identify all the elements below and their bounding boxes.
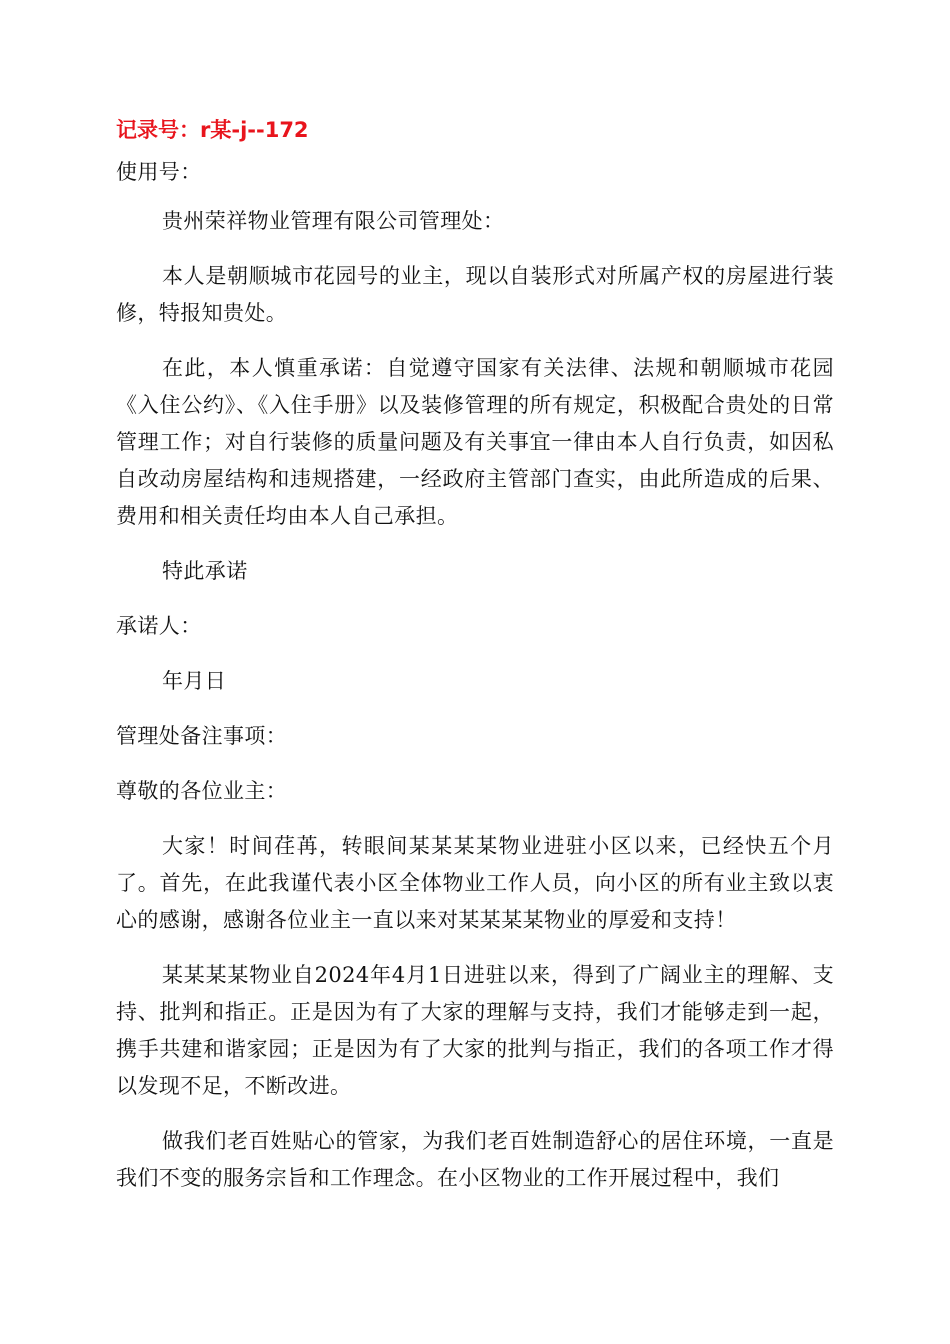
greeting: 尊敬的各位业主： [116,779,288,803]
remarks-label: 管理处备注事项： [116,724,288,748]
date-label: 年月日 [162,669,227,693]
paragraph-self-renovation: 本人是朝顺城市花园号的业主，现以自装形式对所属产权的房屋进行装修，特报知贵处。 [116,264,834,325]
paragraph-history: 某某某某物业自2024年4月1日进驻以来，得到了广阔业主的理解、支持、批判和指正。正是因为有了大家的理解与支持，我们才能够走到一起，携手共建和谐家园；正是因为有了大家的批判与指正，我们的各项工作才得以发现不足，不断改进。 [116,963,834,1098]
usage-number: 使用号： [116,160,202,184]
addressee: 贵州荣祥物业管理有限公司管理处： [162,209,505,233]
paragraph-service-philosophy: 做我们老百姓贴心的管家，为我们老百姓制造舒心的居住环境，一直是我们不变的服务宗旨和工作理念。在小区物业的工作开展过程中，我们 [116,1129,834,1190]
paragraph-thanks: 大家！时间荏苒，转眼间某某某某物业进驻小区以来，已经快五个月了。首先，在此我谨代表小区全体物业工作人员，向小区的所有业主致以衷心的感谢，感谢各位业主一直以来对某某某某物业的厚爱和支持！ [116,834,834,932]
document-page [116,112,834,1215]
closing-phrase: 特此承诺 [162,559,248,583]
promisor-label: 承诺人： [116,614,202,638]
record-number: 记录号：r某-j--172 [116,118,309,142]
paragraph-commitment: 在此，本人慎重承诺：自觉遵守国家有关法律、法规和朝顺城市花园《入住公约》、《入住手册》以及装修管理的所有规定，积极配合贵处的日常管理工作；对自行装修的质量问题及有关事宜一律由本人自行负责，如因私自改动房屋结构和违规搭建，一经政府主管部门查实，由此所造成的后果、费用和相关责任均由本人自己承担。 [116,356,834,528]
